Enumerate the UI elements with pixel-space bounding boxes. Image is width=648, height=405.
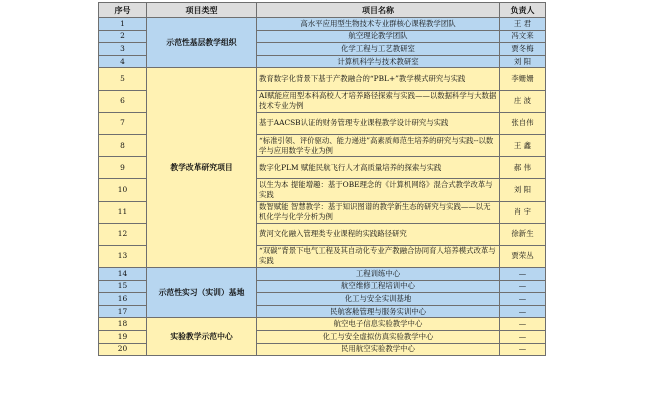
row-number: 18 xyxy=(99,318,147,331)
project-leader: — xyxy=(500,268,546,281)
row-number: 16 xyxy=(99,293,147,306)
project-leader: 李姗姗 xyxy=(500,68,546,90)
project-leader: 贾冬梅 xyxy=(500,43,546,56)
header-no: 序号 xyxy=(99,3,147,18)
table-row xyxy=(99,68,546,90)
project-leader: 张自伟 xyxy=(500,112,546,134)
row-number: 9 xyxy=(99,157,147,179)
row-number: 8 xyxy=(99,134,147,156)
project-name: 民航客舱管理与服务实训中心 xyxy=(257,305,500,318)
project-name: 工程训练中心 xyxy=(257,268,500,281)
project-name: 数智赋能 智慧教学：基于知识图谱的教学新生态的研究与实践——以无机化学与化学分析为例 xyxy=(257,201,500,223)
row-number: 3 xyxy=(99,43,147,56)
project-name: 化学工程与工艺教研室 xyxy=(257,43,500,56)
header-type: 项目类型 xyxy=(147,3,257,18)
project-name: AI赋能应用型本科高校人才培养路径探索与实践——以数据科学与大数据技术专业为例 xyxy=(257,90,500,112)
project-leader: 贾荣丛 xyxy=(500,245,546,267)
project-leader: 刘 阳 xyxy=(500,179,546,201)
project-leader: — xyxy=(500,293,546,306)
row-number: 7 xyxy=(99,112,147,134)
project-name: 航空电子信息实验教学中心 xyxy=(257,318,500,331)
project-name: 航空维修工程培训中心 xyxy=(257,280,500,293)
project-name: 计算机科学与技术教研室 xyxy=(257,55,500,68)
project-leader: 刘 阳 xyxy=(500,55,546,68)
row-number: 15 xyxy=(99,280,147,293)
row-number: 14 xyxy=(99,268,147,281)
row-number: 11 xyxy=(99,201,147,223)
project-name: “标准引领、评价驱动、能力递进”高素质师范生培养的研究与实践--以数学与应用数学专业为例 xyxy=(257,134,500,156)
project-type: 教学改革研究项目 xyxy=(147,68,257,268)
row-number: 19 xyxy=(99,331,147,344)
row-number: 1 xyxy=(99,18,147,31)
project-type: 示范性基层教学组织 xyxy=(147,18,257,68)
project-name: 教育数字化背景下基于产教融合的“PBL+”教学模式研究与实践 xyxy=(257,68,500,90)
header-head: 负责人 xyxy=(500,3,546,18)
project-name: 数字化PLM 赋能民航飞行人才高质量培养的探索与实践 xyxy=(257,157,500,179)
project-name: 化工与安全虚拟仿真实验教学中心 xyxy=(257,331,500,344)
project-name: 以生为本 提能增趣：基于OBE理念的《计算机网络》混合式教学改革与实践 xyxy=(257,179,500,201)
project-type: 示范性实习（实训）基地 xyxy=(147,268,257,318)
row-number: 13 xyxy=(99,245,147,267)
project-name: “双碳”背景下电气工程及其自动化专业产教融合协同育人培养模式改革与实践 xyxy=(257,245,500,267)
row-number: 6 xyxy=(99,90,147,112)
table-row xyxy=(99,268,546,281)
project-name: 航空理论教学团队 xyxy=(257,30,500,43)
project-name: 民用航空实验教学中心 xyxy=(257,343,500,356)
project-leader: 王 鑫 xyxy=(500,134,546,156)
project-leader: — xyxy=(500,331,546,344)
row-number: 2 xyxy=(99,30,147,43)
project-leader: 冯文来 xyxy=(500,30,546,43)
row-number: 20 xyxy=(99,343,147,356)
project-leader: 庄 波 xyxy=(500,90,546,112)
project-leader: — xyxy=(500,305,546,318)
project-leader: — xyxy=(500,280,546,293)
project-leader: 郝 伟 xyxy=(500,157,546,179)
project-name: 化工与安全实训基地 xyxy=(257,293,500,306)
project-leader: — xyxy=(500,343,546,356)
project-leader: — xyxy=(500,318,546,331)
row-number: 5 xyxy=(99,68,147,90)
row-number: 17 xyxy=(99,305,147,318)
project-leader: 徐新生 xyxy=(500,223,546,245)
project-type: 实验教学示范中心 xyxy=(147,318,257,356)
header-name: 项目名称 xyxy=(257,3,500,18)
project-table xyxy=(98,2,546,356)
project-name: 黄河文化融入管理类专业课程的实践路径研究 xyxy=(257,223,500,245)
project-name: 基于AACSB认证的财务管理专业课程教学设计研究与实践 xyxy=(257,112,500,134)
table-row xyxy=(99,318,546,331)
project-leader: 肖 宇 xyxy=(500,201,546,223)
table-row xyxy=(99,18,546,31)
row-number: 10 xyxy=(99,179,147,201)
row-number: 4 xyxy=(99,55,147,68)
row-number: 12 xyxy=(99,223,147,245)
project-name: 高水平应用型生物技术专业群核心课程教学团队 xyxy=(257,18,500,31)
project-leader: 王 君 xyxy=(500,18,546,31)
table-header-row xyxy=(99,3,546,18)
